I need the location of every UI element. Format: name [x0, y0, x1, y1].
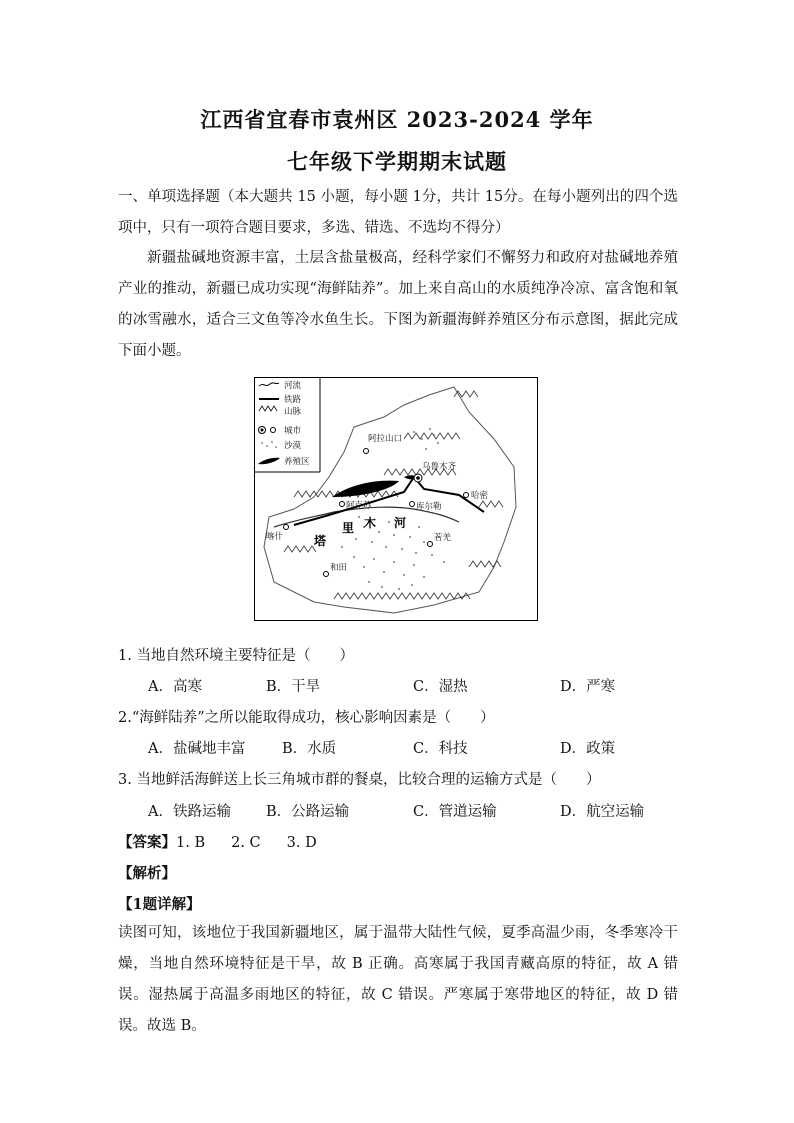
question-stem-passage: 新疆盐碱地资源丰富，土层含盐量极高，经科学家们不懈努力和政府对盐碱地养殖产业的推动，新疆已成功实现“海鲜陆养”。加上来自高山的水质纯净冷凉、富含饱和氧的冰雪融水，适合三文鱼等冷水鱼生长。下图为新疆海鲜养殖区分布示意图，据此完成下面小题。: [118, 250, 678, 359]
answer-label: 【答案】: [118, 834, 176, 851]
legend-farm: 养殖区: [284, 456, 310, 466]
city-alashankou: 阿拉山口: [368, 433, 403, 443]
document-title: 江西省宜春市袁州区 2023-2024 学年: [200, 107, 594, 132]
section-instructions: 一、单项选择题（本大题共 15 小题，每小题 1分，共计 15分。在每小题列出的四个选项中，只有一项符合题目要求，多选、错选、不选均不得分）: [118, 189, 678, 236]
q1-option-a[interactable]: A．高寒: [148, 679, 202, 695]
q1-option-b[interactable]: B．干旱: [266, 679, 321, 695]
question-3-stem: 3. 当地鲜活海鲜送上长三角城市群的餐桌，比较合理的运输方式是（ ）: [118, 772, 601, 788]
q1-option-d[interactable]: D．严寒: [560, 679, 616, 695]
legend-city: 城市: [284, 425, 302, 435]
city-ruoqiang: 若羌: [434, 532, 452, 542]
q2-option-a[interactable]: A．盐碱地丰富: [148, 741, 246, 757]
question-1-stem: 1. 当地自然环境主要特征是（ ）: [118, 648, 354, 664]
river-char-2: 里: [342, 521, 355, 535]
q2-option-d[interactable]: D．政策: [560, 741, 616, 757]
answer-3: 3. D: [286, 835, 317, 851]
q3-option-d[interactable]: D．航空运输: [560, 804, 645, 820]
analysis-sub-label: 【1题详解】: [118, 896, 201, 913]
river-char-1: 塔: [314, 534, 327, 548]
q2-option-b[interactable]: B．水质: [282, 741, 337, 757]
answer-2: 2. C: [231, 835, 261, 851]
river-char-4: 河: [394, 516, 407, 530]
city-urumqi: 乌鲁木齐: [422, 461, 457, 471]
analysis-label: 【解析】: [118, 865, 176, 882]
q2-option-c[interactable]: C．科技: [413, 741, 468, 757]
analysis-text: 读图可知，该地位于我国新疆地区，属于温带大陆性气候，夏季高温少雨，冬季寒冷干燥，当地自然环境特征是干旱，故 B 正确。高寒属于我国青藏高原的特征，故 A 错误。湿热属于高温多雨地区的特征，故 C 错误。严寒属于寒带地区的特征，故 D 错误。故选 B。: [118, 925, 678, 1034]
q3-option-a[interactable]: A．铁路运输: [148, 804, 231, 820]
answer-line: [118, 831, 317, 852]
legend-river: 河流: [284, 380, 302, 390]
city-hotan: 和田: [330, 562, 348, 572]
q3-option-c[interactable]: C．管道运输: [413, 804, 497, 820]
city-aksu: 阿克苏: [346, 500, 372, 510]
river-char-3: 木: [364, 516, 377, 530]
legend-desert: 沙漠: [284, 440, 302, 450]
question-2-stem: 2.“海鲜陆养”之所以能取得成功，核心影响因素是（ ）: [118, 710, 495, 726]
legend-mountain: 山脉: [284, 406, 302, 416]
q3-option-b[interactable]: B．公路运输: [266, 804, 350, 820]
city-hami: 哈密: [471, 490, 489, 500]
city-kashgar: 喀什: [266, 531, 284, 541]
document-subtitle: 七年级下学期期末试题: [287, 149, 507, 174]
xinjiang-aquaculture-map: [254, 377, 538, 621]
legend-railway: 铁路: [284, 394, 302, 404]
q1-option-c[interactable]: C．湿热: [413, 679, 468, 695]
answer-1: 1. B: [176, 835, 206, 851]
city-korla: 库尔勒: [416, 501, 442, 511]
